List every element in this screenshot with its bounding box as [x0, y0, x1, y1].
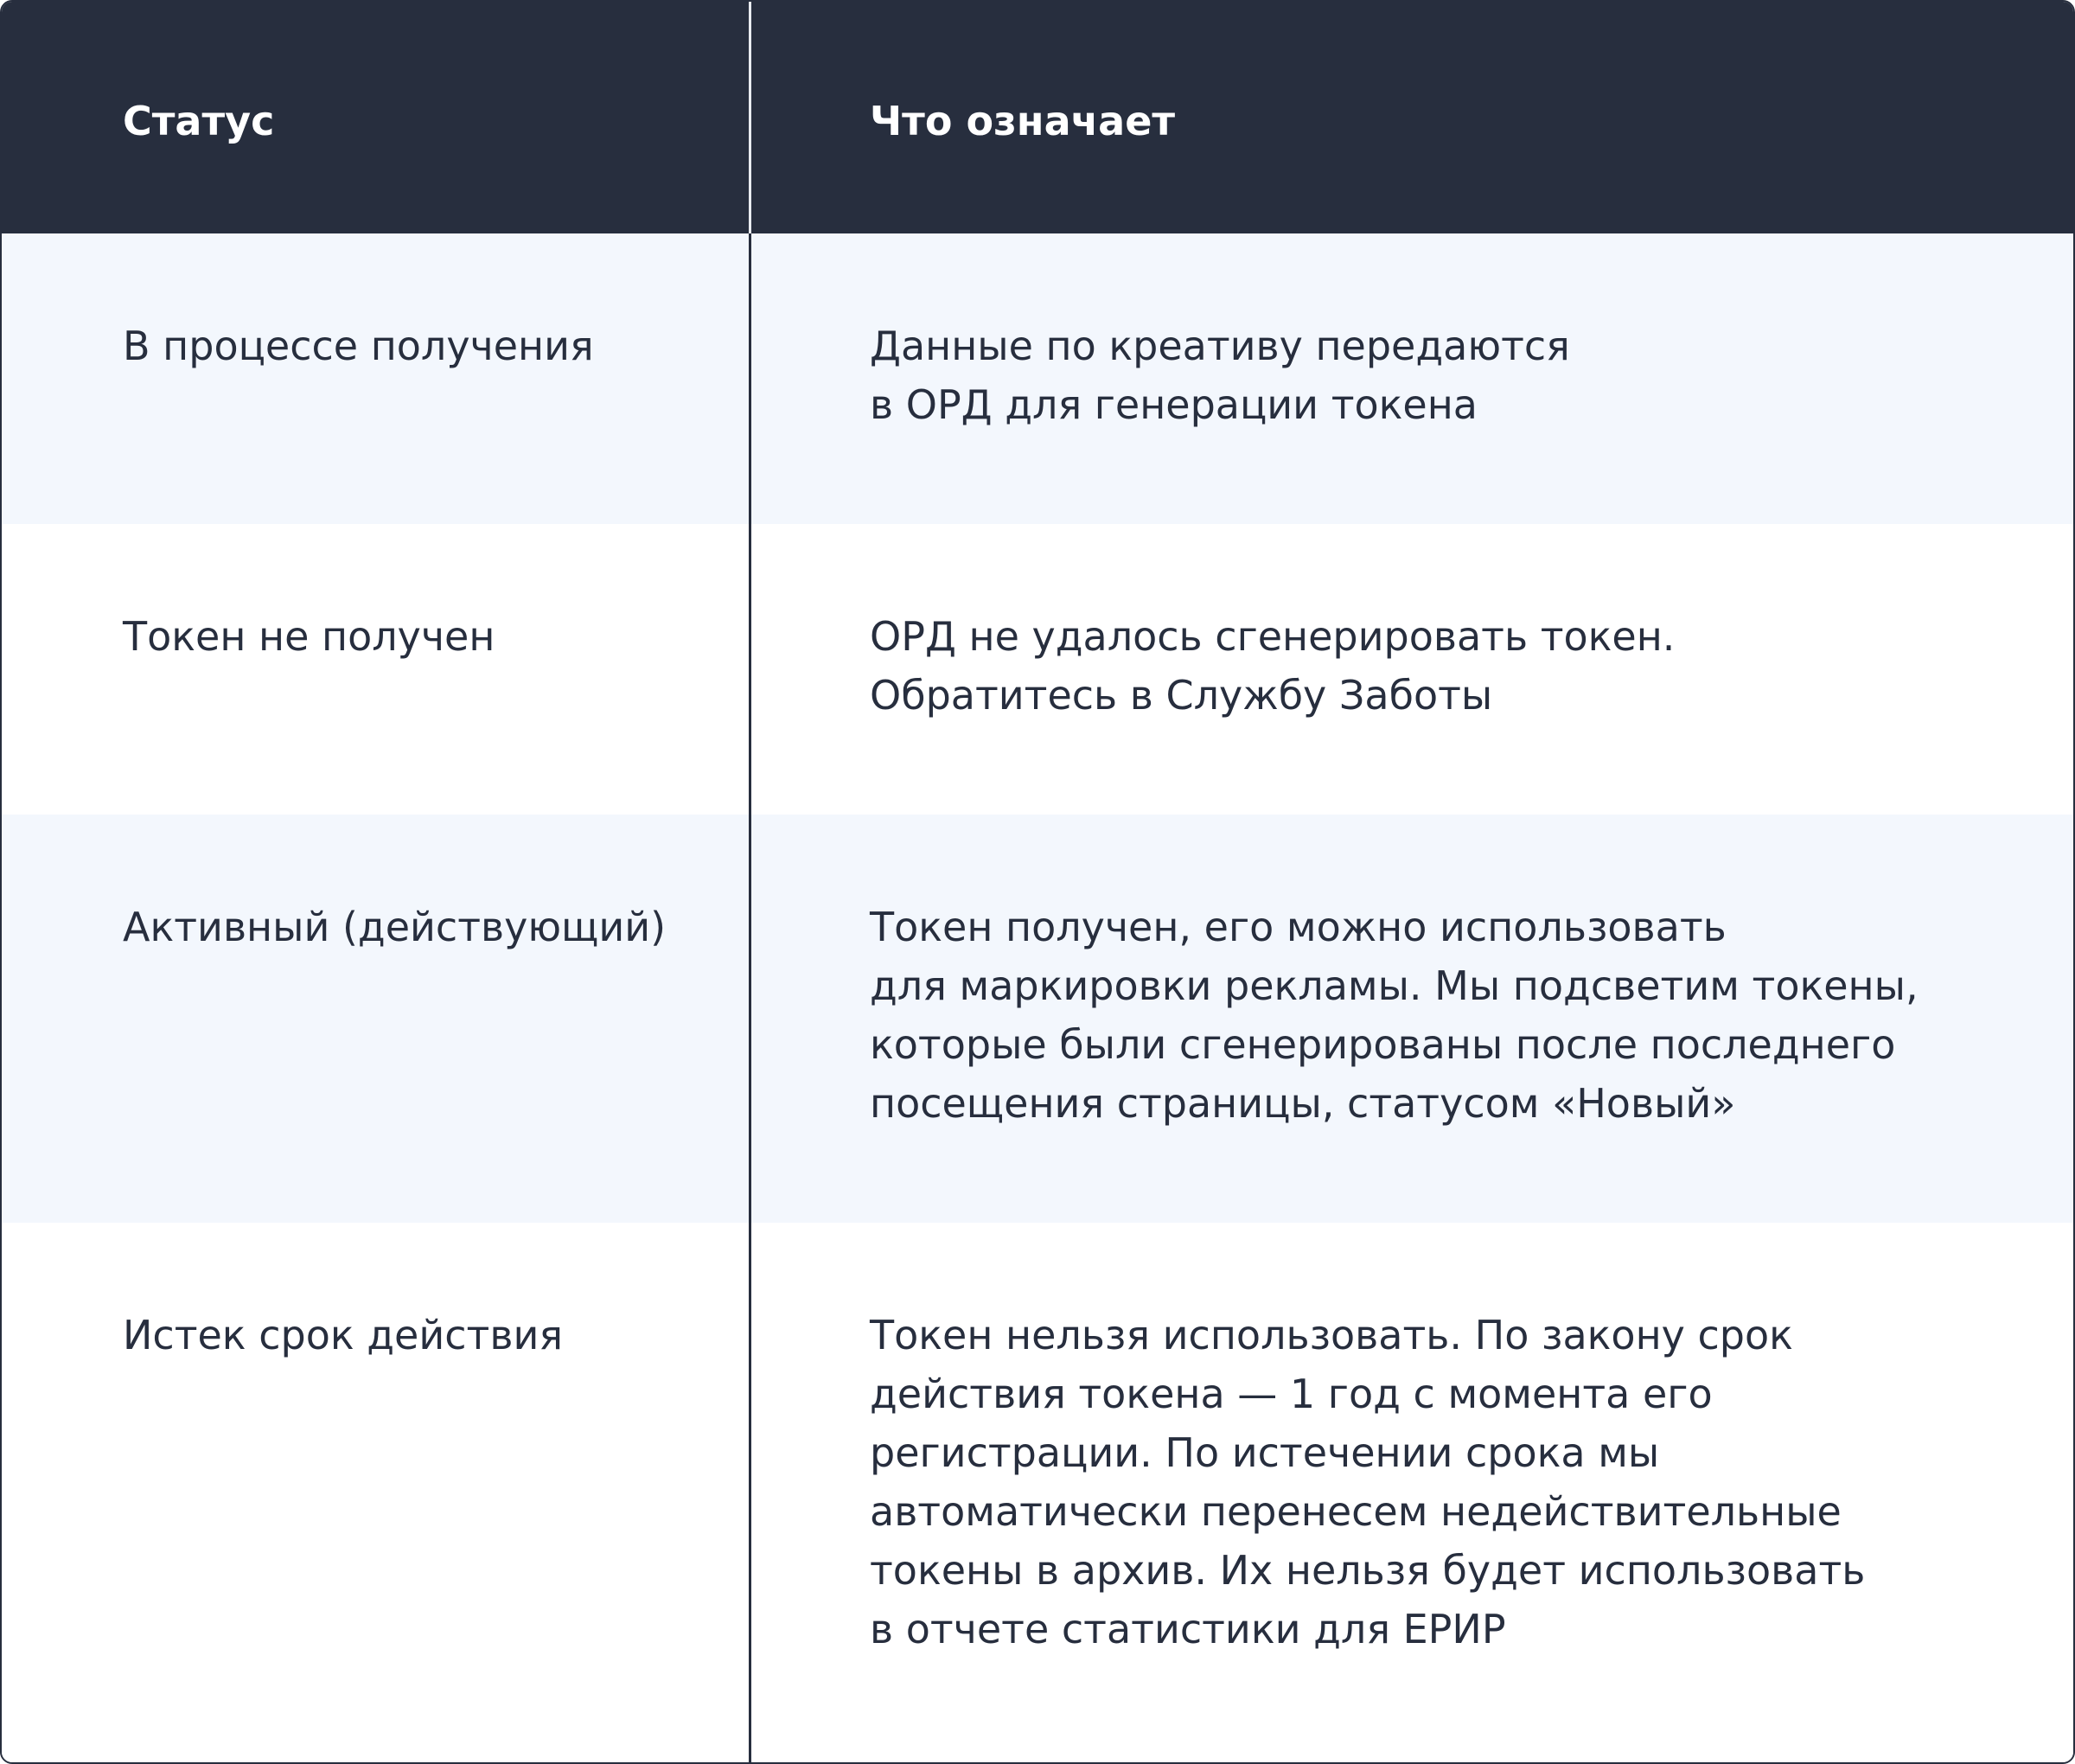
meaning-cell: ОРД не удалось сгенерировать токен. Обратитесь в Службу Заботы: [870, 613, 1676, 719]
meaning-cell: Токен нельзя использовать. По закону срок действия токена — 1 год с момента его регистрации. По истечении срока мы автоматически перенесем недействительные токены в архив. Их нельзя будет использовать в отчете статистики для ЕРИР: [870, 1312, 1866, 1652]
header-meaning: Что означает: [870, 98, 1176, 144]
status-cell: В процессе получения: [123, 323, 594, 369]
meaning-cell: Данные по креативу передаются в ОРД для генерации токена: [870, 323, 1570, 428]
table-row: [2, 815, 2075, 1223]
column-divider: [749, 2, 751, 1764]
table-header-row: [2, 2, 2075, 233]
meaning-cell: Токен получен, его можно использовать для маркировки рекламы. Мы подсветим токены, которые были сгенерированы после последнего посещения страницы, статусом «Новый»: [870, 904, 1919, 1127]
header-status: Статус: [123, 98, 275, 144]
status-cell: Истек срок действия: [123, 1312, 564, 1358]
table-row: [2, 233, 2075, 524]
table-row: [2, 524, 2075, 815]
header-column-divider: [749, 2, 751, 233]
status-cell: Активный (действующий): [123, 904, 667, 950]
table-row: [2, 1223, 2075, 1764]
status-cell: Токен не получен: [123, 613, 495, 660]
